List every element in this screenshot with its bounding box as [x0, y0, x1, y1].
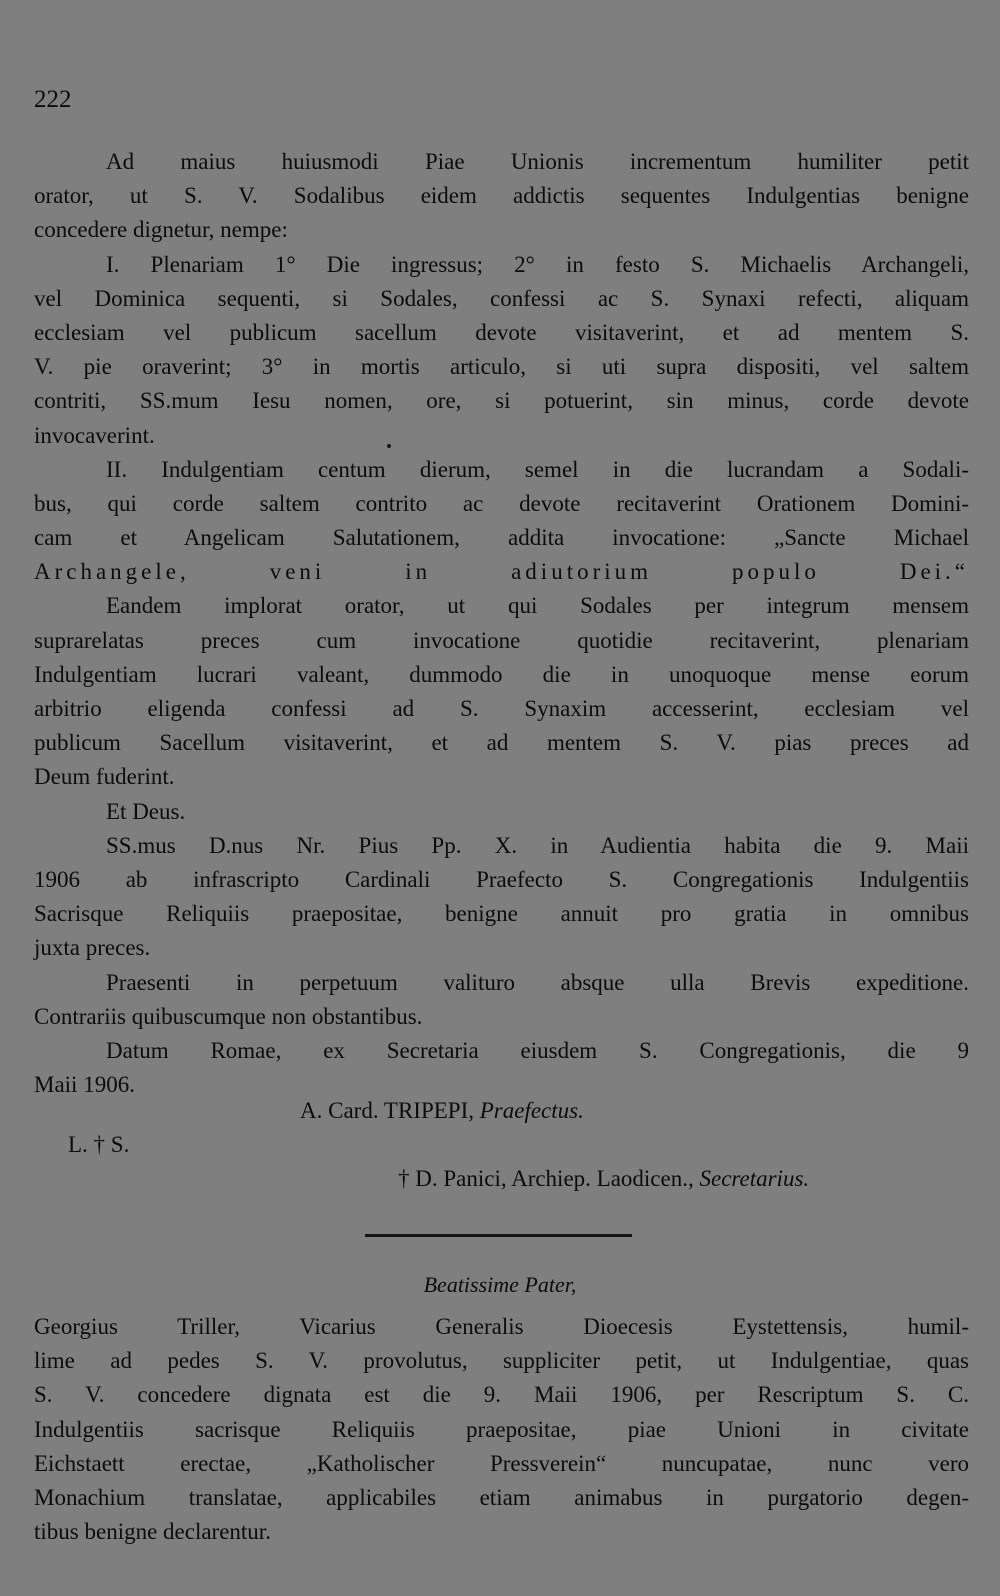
- text-line: Contrariis quibuscumque non obstantibus.: [34, 1003, 423, 1029]
- text-line: vel Dominica sequenti, si Sodales, confessi ac S. Synaxi refecti, aliquam: [34, 285, 969, 311]
- text-line: Ad maius huiusmodi Piae Unionis incrementum humiliter petit: [106, 149, 969, 174]
- seal-mark: L. † S.: [68, 1132, 130, 1157]
- text-line: Eandem implorat orator, ut qui Sodales per integrum mensem: [106, 593, 969, 619]
- petition-line: lime ad pedes S. V. provolutus, suppliciter petit, ut Indulgentiae, quas: [34, 1348, 969, 1374]
- text-line: Deum fuderint.: [34, 764, 175, 790]
- text-line: Sacrisque Reliquiis praepositae, benigne annuit pro gratia in omnibus: [34, 901, 969, 927]
- text-line: II. Indulgentiam centum dierum, semel in die lucrandam a Sodali-: [106, 456, 969, 482]
- text-line: ecclesiam vel publicum sacellum devote visitaverint, et ad mentem S.: [34, 319, 969, 345]
- text-line: Praesenti in perpetuum valituro absque ulla Brevis expeditione.: [106, 969, 969, 995]
- petition-line: tibus benigne declarentur.: [34, 1519, 271, 1545]
- petition-line: Monachium translatae, applicabiles etiam animabus in purgatorio degen-: [34, 1484, 969, 1510]
- text-line: Archangele, veni in adiutorium populo Dei.“: [34, 559, 969, 585]
- petition-line: Indulgentiis sacrisque Reliquiis praepositae, piae Unioni in civitate: [34, 1416, 969, 1442]
- text-line: suprarelatas preces cum invocatione quotidie recitaverint, plenariam: [34, 627, 969, 653]
- text-line: V. pie oraverint; 3° in mortis articulo, si uti supra dispositi, vel saltem: [34, 354, 969, 380]
- text-line: invocaverint.: [34, 422, 155, 448]
- text-line: SS.mus D.nus Nr. Pius Pp. X. in Audientia habita die 9. Maii: [106, 832, 969, 858]
- text-line: orator, ut S. V. Sodalibus eidem addictis sequentes Indulgentias benigne: [34, 183, 969, 209]
- petition-line: Georgius Triller, Vicarius Generalis Dioecesis Eystettensis, humil-: [34, 1314, 969, 1339]
- cardinal-title: Praefectus.: [479, 1098, 584, 1123]
- stray-mark: [387, 444, 391, 448]
- text-line: juxta preces.: [34, 935, 151, 961]
- salutation: Beatissime Pater,: [423, 1272, 577, 1297]
- text-line: cam et Angelicam Salutationem, addita invocatione: „Sancte Michael: [34, 525, 969, 551]
- text-line: arbitrio eligenda confessi ad S. Synaxim accesserint, ecclesiam vel: [34, 696, 969, 721]
- cardinal-signature: [300, 1094, 584, 1128]
- text-line: contriti, SS.mum Iesu nomen, ore, si potuerint, sin minus, corde devote: [34, 388, 969, 414]
- secretary-name: † D. Panici, Archiep. Laodicen.,: [398, 1166, 694, 1191]
- text-line: Et Deus.: [106, 798, 186, 824]
- text-line: I. Plenariam 1° Die ingressus; 2° in festo S. Michaelis Archangeli,: [106, 251, 969, 277]
- secretary-title: Secretarius.: [699, 1166, 810, 1191]
- text-line: concedere dignetur, nempe:: [34, 217, 288, 243]
- text-line: bus, qui corde saltem contrito ac devote recitaverint Orationem Domini-: [34, 490, 969, 516]
- page-number: 222: [34, 86, 72, 113]
- text-line: 1906 ab infrascripto Cardinali Praefecto S. Congregationis Indulgentiis: [34, 866, 969, 892]
- secretary-signature: [398, 1162, 809, 1196]
- cardinal-name: A. Card. TRIPEPI,: [300, 1098, 474, 1123]
- text-line: Datum Romae, ex Secretaria eiusdem S. Congregationis, die 9: [106, 1037, 969, 1063]
- text-line: Indulgentiam lucrari valeant, dummodo die in unoquoque mense eorum: [34, 661, 969, 687]
- petition-line: S. V. concedere dignata est die 9. Maii 1906, per Rescriptum S. C.: [34, 1382, 969, 1408]
- text-line: Maii 1906.: [34, 1072, 135, 1098]
- rescript-text: [34, 145, 969, 1102]
- petition-text: [34, 1310, 969, 1549]
- section-divider: [365, 1234, 632, 1237]
- petition-line: Eichstaett erectae, „Katholischer Pressverein“ nuncupatae, nunc vero: [34, 1450, 969, 1476]
- text-line: publicum Sacellum visitaverint, et ad mentem S. V. pias preces ad: [34, 730, 969, 756]
